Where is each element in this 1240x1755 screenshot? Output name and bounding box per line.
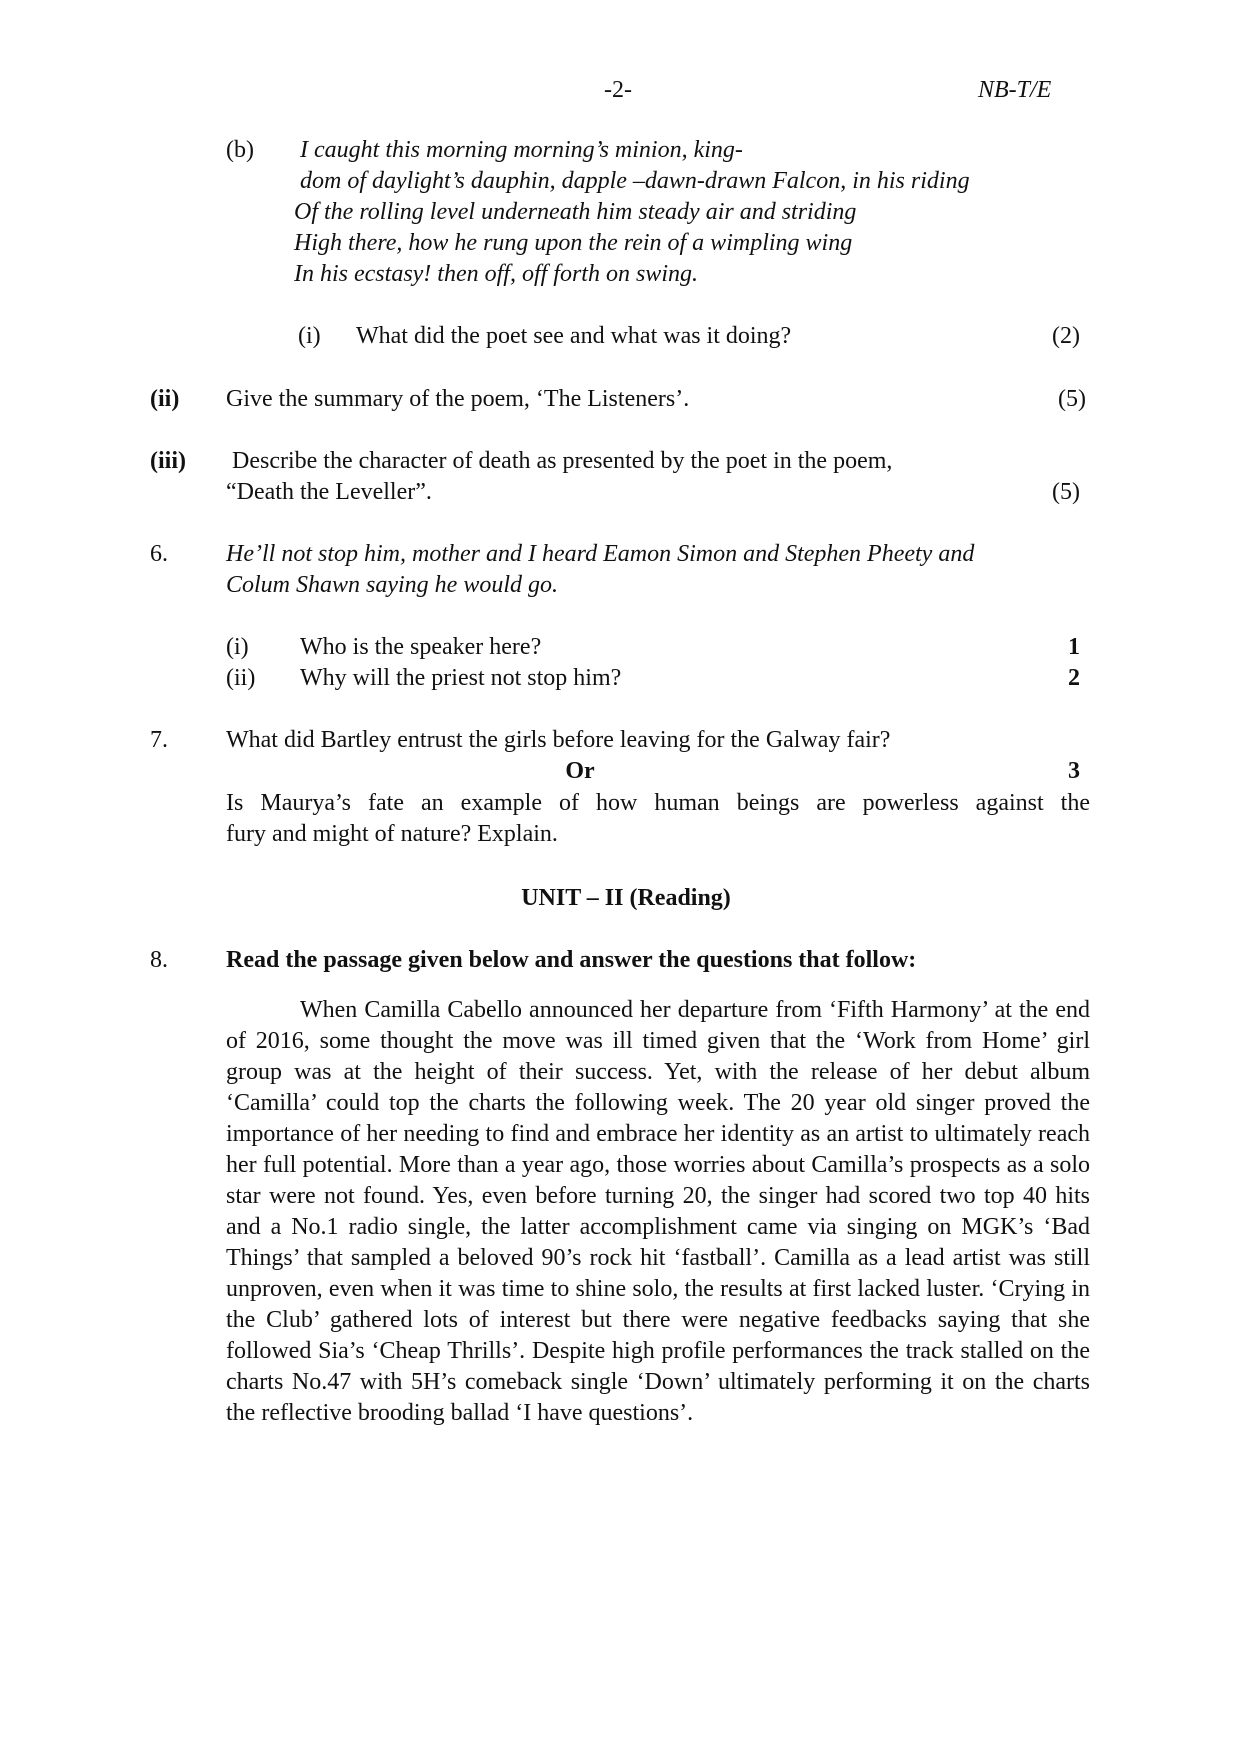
- sub-question-label: (i): [298, 323, 321, 349]
- question-number: 7.: [150, 727, 168, 753]
- sub-question-label: (i): [226, 634, 249, 660]
- alt-line-1: Is Maurya’s fate an example of how human beings are powerless against the: [226, 790, 1090, 816]
- question-text: “Death the Leveller”.: [226, 479, 432, 505]
- marks: 1: [1068, 634, 1080, 660]
- reading-passage: [226, 995, 1090, 1429]
- question-instruction: Read the passage given below and answer the questions that follow:: [226, 947, 917, 973]
- marks: (2): [1052, 323, 1080, 349]
- poem-line: High there, how he rung upon the rein of a wimpling wing: [294, 230, 853, 256]
- question-text: Give the summary of the poem, ‘The Listeners’.: [226, 386, 690, 412]
- question-label: (iii): [150, 448, 186, 474]
- poem-line: dom of daylight’s dauphin, dapple –dawn-drawn Falcon, in his riding: [300, 168, 970, 194]
- marks: (5): [1052, 479, 1080, 505]
- unit-heading: UNIT – II (Reading): [521, 885, 731, 911]
- question-label: (b): [226, 137, 254, 163]
- question-label: (ii): [150, 386, 180, 412]
- marks: (5): [1058, 386, 1086, 412]
- sub-question-text: What did the poet see and what was it doing?: [356, 323, 792, 349]
- sub-question-text: Who is the speaker here?: [300, 634, 542, 660]
- poem-line: Of the rolling level underneath him steady air and striding: [294, 199, 857, 225]
- quote-text: Colum Shawn saying he would go.: [226, 572, 559, 598]
- question-text: What did Bartley entrust the girls before leaving for the Galway fair?: [226, 727, 891, 753]
- poem-line: In his ecstasy! then off, off forth on swing.: [294, 261, 698, 287]
- question-number: 6.: [150, 541, 168, 567]
- passage-text: When Camilla Cabello announced her departure from ‘Fifth Harmony’ at the end of 2016, some thought the move was ill timed given that the ‘Work from Home’ girl group was at the height of their success. Yet, with the release of her debut album ‘Camilla’ could top the charts the following week. The 20 year old singer proved the importance of her needing to find and embrace her identity as an artist to ultimately reach her full potential. More than a year ago, those worries about Camilla’s prospects as a solo star were not found. Yes, even before turning 20, the singer had scored two top 40 hits and a No.1 radio single, the latter accomplishment came via singing on MGK’s ‘Bad Things’ that sampled a beloved 90’s rock hit ‘fastball’. Camilla as a lead artist was still unproven, even when it was time to shine solo, the results at first lacked luster. ‘Crying in the Club’ gathered lots of interest but there were negative feedbacks saying that she followed Sia’s ‘Cheap Thrills’. Despite high profile performances the track stalled on the charts No.47 with 5H’s comeback single ‘Down’ ultimately performing it on the charts the reflective brooding ballad ‘I have questions’.: [226, 997, 1090, 1426]
- or-separator: Or: [565, 758, 595, 784]
- question-number: 8.: [150, 947, 168, 973]
- sub-question-text: Why will the priest not stop him?: [300, 665, 622, 691]
- question-text-alt: [226, 788, 1090, 850]
- sub-question-label: (ii): [226, 665, 256, 691]
- question-text: Describe the character of death as presented by the poet in the poem,: [232, 448, 893, 474]
- paper-code: NB-T/E: [978, 77, 1052, 103]
- alt-line-2: fury and might of nature? Explain.: [226, 821, 558, 847]
- page-number: -2-: [604, 77, 632, 103]
- quote-text: He’ll not stop him, mother and I heard Eamon Simon and Stephen Pheety and: [226, 541, 975, 567]
- poem-line: I caught this morning morning’s minion, king-: [300, 137, 743, 163]
- marks: 3: [1068, 758, 1080, 784]
- marks: 2: [1068, 665, 1080, 691]
